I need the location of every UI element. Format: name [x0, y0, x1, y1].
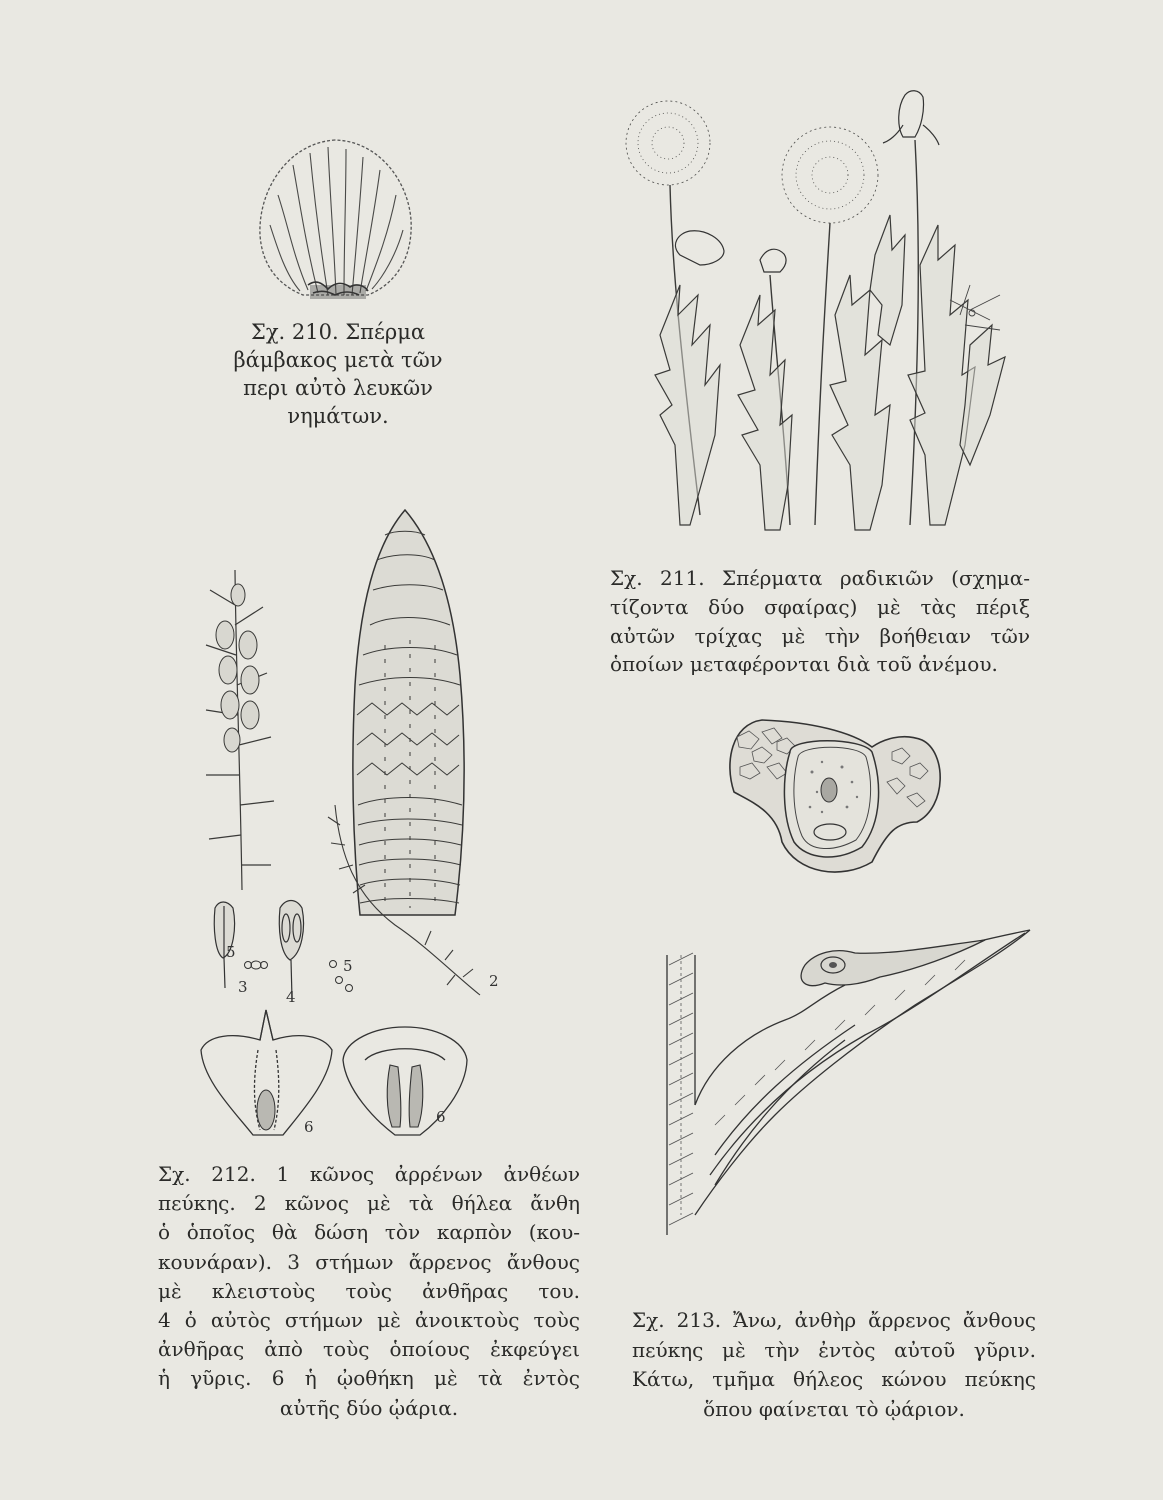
caption-line: αὐτῶν τρίχας μὲ τὴν βοήθειαν τῶν	[610, 623, 1030, 648]
caption-line: 4 ὁ αὐτὸς στήμων μὲ ἀνοικτοὺς τοὺς	[158, 1307, 580, 1332]
ovule-scale-right-illustration	[340, 1025, 470, 1140]
label-ovary-6b: 6	[436, 1108, 446, 1126]
caption-line: μὲ κλειστοὺς τοὺς ἀνθῆρας του.	[158, 1278, 580, 1303]
female-cone-section-ovule-illustration	[655, 925, 1035, 1245]
caption-line: περι αὐτὸ λευκῶν	[243, 376, 433, 401]
label-ovary-6a: 6	[304, 1118, 314, 1136]
caption-fig-211	[610, 564, 1030, 679]
anther-cross-section-illustration	[722, 712, 952, 882]
caption-line: κουνάραν). 3 στήμων ἄρρενος ἄνθους	[158, 1249, 580, 1274]
caption-line: νημάτων.	[287, 404, 389, 429]
pine-branch-male-flowers-illustration	[180, 565, 290, 895]
caption-fig-213	[632, 1306, 1036, 1424]
caption-line: Σχ. 213. Ἄνω, ἀνθὴρ ἄρρενος ἄνθους	[632, 1308, 1036, 1332]
caption-line: ἀνθῆρας ἀπὸ τοὺς ὁποίους ἐκφεύγει	[158, 1337, 580, 1362]
caption-line: πεύκης μὲ τὴν ἐντὸς αὐτοῦ γῦριν.	[632, 1337, 1036, 1362]
pollen-grain-a-illustration	[243, 955, 269, 975]
caption-line: αὐτῆς δύο ᾠάρια.	[279, 1395, 459, 1420]
pine-cone-illustration	[315, 505, 495, 1005]
ovule-scale-left-illustration	[198, 1010, 336, 1142]
caption-line: Κάτω, τμῆμα θήλεος κώνου πεύκης	[632, 1367, 1036, 1392]
dandelion-illustration	[620, 85, 1040, 545]
label-pollen-5b: 5	[343, 957, 353, 975]
caption-line: ἡ γῦρις. 6 ἡ ᾠοθήκη μὲ τὰ ἐντὸς	[158, 1366, 580, 1391]
label-cone-2: 2	[489, 972, 499, 990]
caption-line: πεύκης. 2 κῶνος μὲ τὰ θήλεα ἄνθη	[158, 1191, 580, 1216]
caption-line: τίζοντα δύο σφαίρας) μὲ τὰς πέριξ	[610, 594, 1030, 619]
label-stamen-3: 3	[238, 978, 248, 996]
caption-line: βάμβακος μετὰ τῶν	[233, 348, 443, 373]
caption-fig-212	[158, 1160, 580, 1423]
cotton-seed-illustration	[248, 135, 423, 305]
caption-line: ὁποίων μεταφέρονται διὰ τοῦ ἀνέμου.	[610, 652, 998, 677]
caption-line: ὅπου φαίνεται τὸ ᾠάριον.	[703, 1396, 965, 1421]
label-stamen-4: 4	[286, 988, 296, 1006]
caption-line: ὁ ὁποῖος θὰ δώση τὸν καρπὸν (κου-	[158, 1220, 580, 1245]
caption-line: Σχ. 212. 1 κῶνος ἀρρένων ἀνθέων	[158, 1162, 580, 1186]
caption-fig-210	[228, 318, 448, 431]
caption-line: Σχ. 211. Σπέρματα ραδικιῶν (σχημα-	[610, 566, 1030, 590]
label-pollen-5a: 5	[226, 943, 236, 961]
caption-line: Σχ. 210. Σπέρμα	[250, 320, 426, 344]
